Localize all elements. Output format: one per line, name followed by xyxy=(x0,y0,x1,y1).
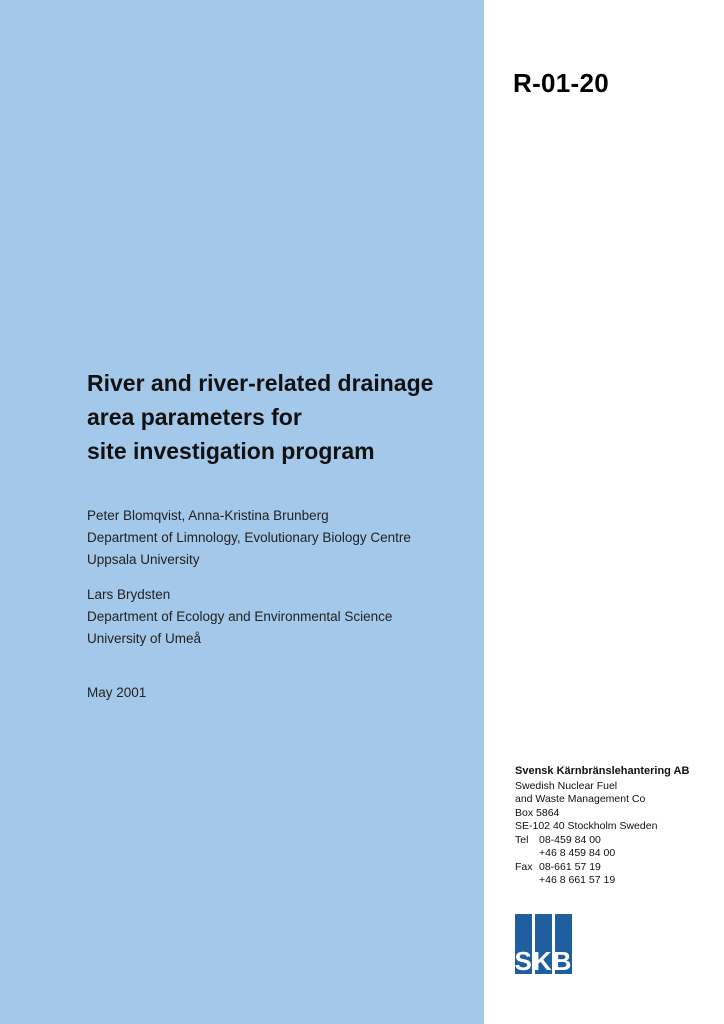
author-group-2 xyxy=(87,584,477,650)
title-line: area parameters for xyxy=(87,404,302,430)
organization-block xyxy=(515,765,715,888)
contact-label: Tel xyxy=(515,833,529,846)
contact-value: +46 8 661 57 19 xyxy=(539,874,616,886)
author-university: Uppsala University xyxy=(87,552,200,567)
contact-value: 08-459 84 00 xyxy=(539,833,601,846)
title-line: site investigation program xyxy=(87,438,375,464)
organization-line: and Waste Management Co xyxy=(515,793,646,805)
contact-row-tel xyxy=(515,834,715,848)
svg-text:SKB: SKB xyxy=(515,946,572,974)
author-department: Department of Ecology and Environmental Science xyxy=(87,609,393,624)
skb-logo xyxy=(515,914,572,979)
title-line: River and river-related drainage xyxy=(87,370,434,396)
contact-row-tel-intl xyxy=(515,847,715,861)
skb-logo-icon xyxy=(515,914,572,974)
contact-value: 08-661 57 19 xyxy=(539,860,601,873)
report-title xyxy=(87,366,477,468)
author-names: Lars Brydsten xyxy=(87,587,171,602)
contact-label xyxy=(515,847,539,861)
author-names: Peter Blomqvist, Anna-Kristina Brunberg xyxy=(87,508,329,523)
organization-line: Box 5864 xyxy=(515,806,560,819)
contact-value: +46 8 459 84 00 xyxy=(539,847,616,859)
contact-label: Fax xyxy=(515,860,533,873)
author-university: University of Umeå xyxy=(87,631,202,646)
contact-row-fax-intl xyxy=(515,874,715,888)
organization-line: Swedish Nuclear Fuel xyxy=(515,779,618,792)
organization-line: SE-102 40 Stockholm Sweden xyxy=(515,820,658,832)
publication-date: May 2001 xyxy=(87,685,147,700)
contact-label xyxy=(515,874,539,888)
report-number: R-01-20 xyxy=(513,68,610,98)
author-department: Department of Limnology, Evolutionary Biology Centre xyxy=(87,530,411,545)
author-group-1 xyxy=(87,505,477,571)
organization-name: Svensk Kärnbränslehantering AB xyxy=(515,765,690,777)
contact-row-fax xyxy=(515,861,715,875)
